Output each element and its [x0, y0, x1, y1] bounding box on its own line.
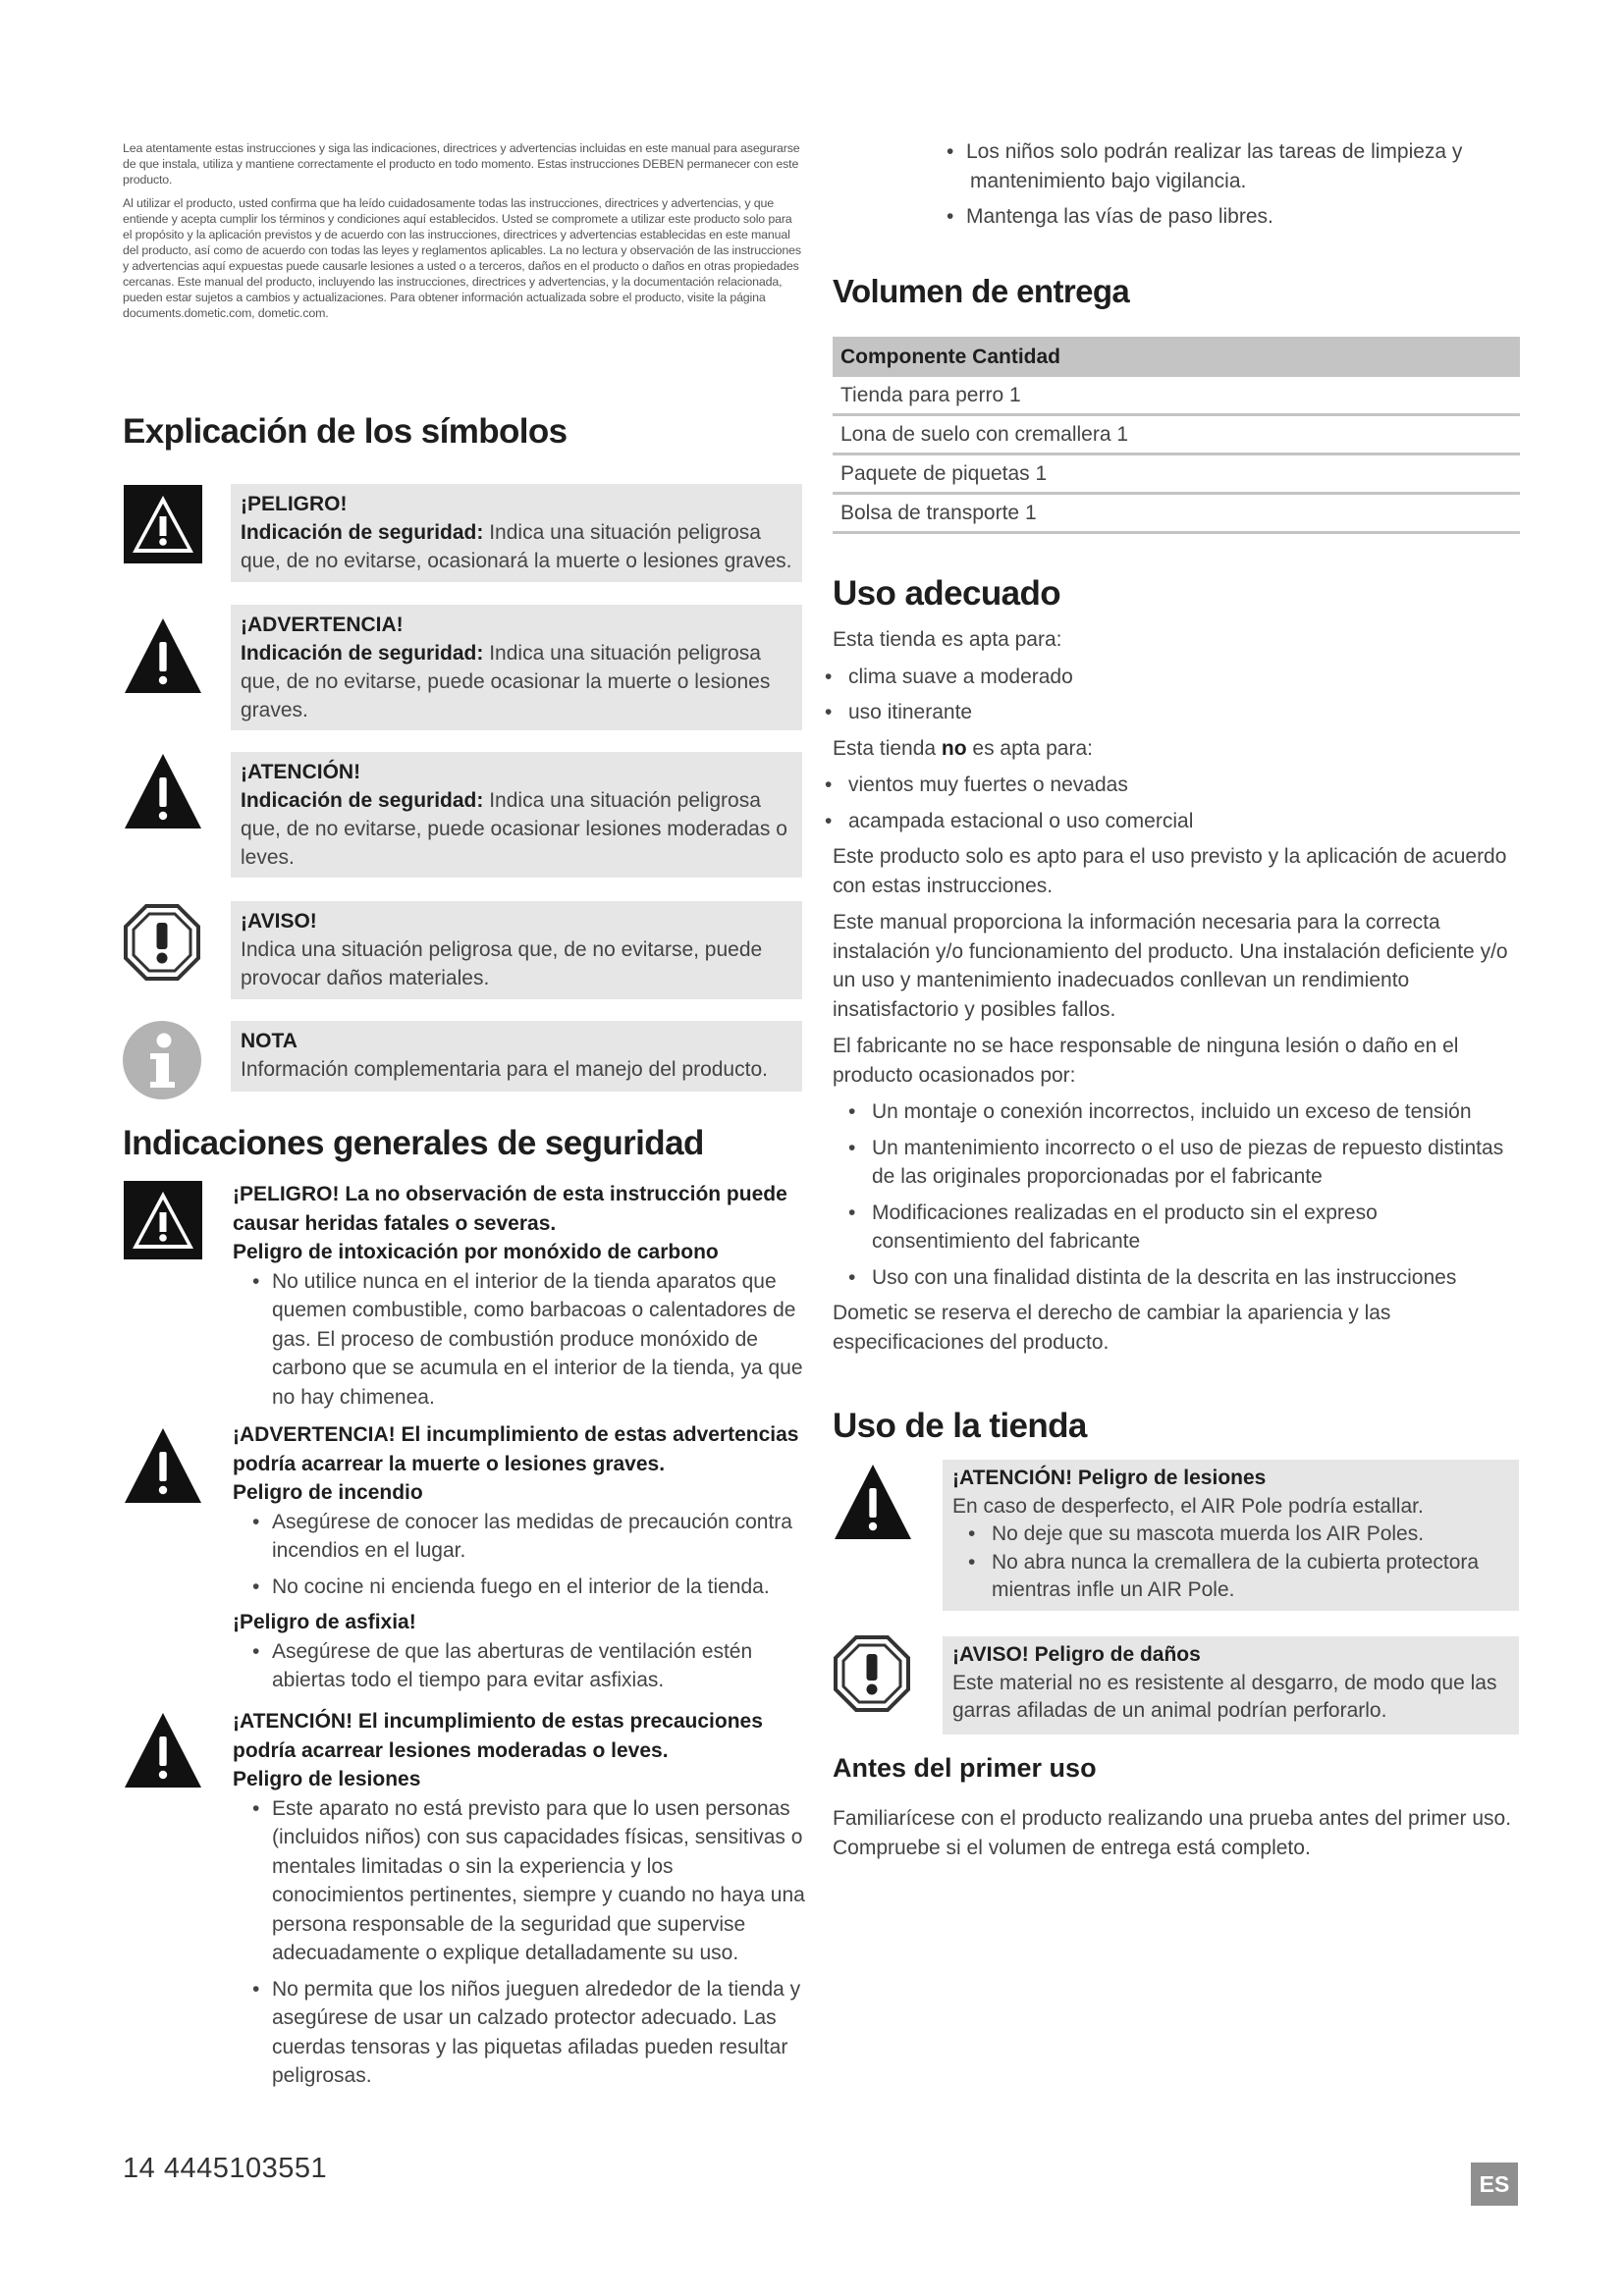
- injury-hazard-subtitle: Peligro de lesiones: [233, 1768, 421, 1790]
- fire-hazard-subtitle: Peligro de incendio: [233, 1481, 423, 1504]
- warning-text: Indica una situación peligrosa que, de no evitarse, puede ocasionar la muerte o lesiones graves.: [241, 642, 771, 721]
- caution-triangle-icon: [833, 1463, 913, 1543]
- note-title: NOTA: [241, 1030, 298, 1052]
- right-top-bullets: [833, 137, 1520, 239]
- list-item: • No deje que su mascota muerda los AIR Poles.: [952, 1521, 1509, 1549]
- caution-lead: Indicación de seguridad:: [241, 789, 484, 812]
- table-row: [833, 415, 1520, 454]
- warning-lead: Indicación de seguridad:: [241, 642, 484, 665]
- table-cell: Paquete de piquetas 1: [833, 454, 1520, 494]
- delivery-table-header: Componente Cantidad: [833, 337, 1520, 377]
- intro-paragraph-2: Al utilizar el producto, usted confirma que ha leído cuidadosamente todas las instrucciones, directrices y advertencias, y que entiende y acepta cumplir los términos y condiciones aquí establecidos. Usted se compromete a utilizar este producto solo para el propósito y la aplicación previstos y de acuerdo con las instrucciones, directrices y advertencias establecidas en este manual del producto, así como de acuerdo con todas las leyes y reglamentos aplicables. La no lectura y observación de las instrucciones y advertencias aquí expuestas puede causarle lesiones a usted o a terceros, daños en el producto o daños en otras propiedades cercanas. Este manual del producto, incluyendo las instrucciones, directrices y advertencias, y la documentación relacionada, pueden estar sujetos a cambios y actualizaciones. Para obtener información actualizada sobre el producto, visite la página documents.dometic.com, dometic.com.: [123, 196, 801, 320]
- notice-title: ¡AVISO!: [241, 910, 317, 933]
- language-badge: ES: [1471, 2163, 1518, 2206]
- safety-heading: Indicaciones generales de seguridad: [123, 1124, 704, 1162]
- list-item: • Un mantenimiento incorrecto o el uso de piezas de repuesto distintas de las originales proporcionadas por el fabricante: [833, 1134, 1520, 1192]
- first-use-text: Familiarícese con el producto realizando una prueba antes del primer uso. Compruebe si el volumen de entrega está completo.: [833, 1807, 1512, 1859]
- tent-notice-title: ¡AVISO! Peligro de daños: [952, 1643, 1201, 1666]
- tent-caution-box: [943, 1460, 1519, 1611]
- intro-text: [123, 140, 803, 329]
- list-item: • Asegúrese de que las aberturas de ventilación estén abiertas todo el tiempo para evitar asfixias.: [233, 1637, 810, 1695]
- symbols-heading: Explicación de los símbolos: [123, 412, 568, 451]
- list-item: • Modificaciones realizadas en el producto sin el expreso consentimiento del fabricante: [833, 1199, 1520, 1256]
- caution-text: Indica una situación peligrosa que, de no evitarse, puede ocasionar lesiones moderadas o leves.: [241, 789, 787, 869]
- list-item: • No permita que los niños jueguen alrededor de la tienda y asegúrese de usar un calzado protector adecuado. Las cuerdas tensoras y las piquetas afiladas pueden resultar peligrosas.: [233, 1975, 810, 2091]
- danger-square-icon: [123, 484, 203, 564]
- danger-square-icon: [123, 1180, 203, 1260]
- danger-block-subtitle: Peligro de intoxicación por monóxido de carbono: [233, 1241, 719, 1263]
- list-item: • No cocine ni encienda fuego en el interior de la tienda.: [233, 1573, 810, 1602]
- notice-octagon-icon: [833, 1634, 911, 1713]
- danger-title: ¡PELIGRO!: [241, 493, 348, 515]
- delivery-table: [833, 337, 1520, 534]
- tent-notice-text: Este material no es resistente al desgarro, de modo que las garras afiladas de un animal podrían perforarlo.: [952, 1671, 1497, 1722]
- warning-block-title: ¡ADVERTENCIA! El incumplimiento de estas advertencias podría acarrear la muerte o lesiones graves.: [233, 1423, 799, 1475]
- not-suitable-post: es apta para:: [966, 736, 1093, 760]
- delivery-heading: Volumen de entrega: [833, 273, 1130, 309]
- not-suitable-pre: Esta tienda: [833, 736, 942, 760]
- list-item: • Asegúrese de conocer las medidas de precaución contra incendios en el lugar.: [233, 1508, 810, 1566]
- asphyxia-subtitle: ¡Peligro de asfixia!: [233, 1611, 416, 1633]
- table-row: [833, 377, 1520, 415]
- info-icon: [123, 1021, 201, 1099]
- notice-text: Indica una situación peligrosa que, de no evitarse, puede provocar daños materiales.: [241, 938, 763, 989]
- list-item: • Este aparato no está previsto para que lo usen personas (incluidos niños) con sus capacidades físicas, sensitivas o mentales limitadas o sin la experiencia y los conocimientos pertinentes, siempre y cuando no haya una persona responsable de la seguridad que supervise adecuadamente o explique detalladamente su uso.: [233, 1794, 810, 1968]
- not-suitable-label: [833, 734, 1520, 764]
- list-item: • vientos muy fuertes o nevadas: [833, 771, 1520, 800]
- list-item: • No utilice nunca en el interior de la tienda aparatos que quemen combustible, como barbacoas o calentadores de gas. El proceso de combustión produce monóxido de carbono que se acumula en el interior de la tienda, ya que no hay chimenea.: [233, 1267, 810, 1413]
- intended-use-paragraph-2: Este manual proporciona la información necesaria para la correcta instalación y/o funcionamiento del producto. Una instalación deficiente y/o un uso y mantenimiento inadecuados conllevan un rendimiento insatisfactorio y posibles fallos.: [833, 911, 1508, 1021]
- list-item: • Los niños solo podrán realizar las tareas de limpieza y mantenimiento bajo vigilancia.: [833, 137, 1520, 195]
- intended-use-paragraph-3: El fabricante no se hace responsable de ninguna lesión o daño en el producto ocasionados por:: [833, 1035, 1459, 1087]
- intended-use-paragraph-4: Dometic se reserva el derecho de cambiar la apariencia y las especificaciones del producto.: [833, 1302, 1391, 1354]
- table-cell: Tienda para perro 1: [833, 377, 1520, 415]
- list-item: • Uso con una finalidad distinta de la descrita en las instrucciones: [833, 1263, 1520, 1293]
- caution-triangle-icon: [123, 1711, 203, 1791]
- list-item: • clima suave a moderado: [833, 663, 1520, 692]
- caution-triangle-icon: [123, 752, 203, 832]
- first-use-heading: Antes del primer uso: [833, 1753, 1097, 1783]
- table-cell: Lona de suelo con cremallera 1: [833, 415, 1520, 454]
- caution-block-title: ¡ATENCIÓN! El incumplimiento de estas precauciones podría acarrear lesiones moderadas o leves.: [233, 1710, 763, 1762]
- tent-notice-box: [943, 1636, 1519, 1735]
- page-number: 14 4445103551: [123, 2153, 328, 2184]
- not-suitable-bold: no: [941, 736, 967, 760]
- caution-title: ¡ATENCIÓN!: [241, 761, 361, 783]
- list-item: • No abra nunca la cremallera de la cubierta protectora mientras infle un AIR Pole.: [952, 1549, 1509, 1605]
- intended-use-body: [833, 625, 1520, 1364]
- suitable-label: Esta tienda es apta para:: [833, 628, 1062, 651]
- intro-paragraph-1: Lea atentamente estas instrucciones y siga las indicaciones, directrices y advertencias incluidas en este manual para asegurarse de que instala, utiliza y mantiene correctamente el producto en todo momento. Estas instrucciones DEBEN permanecer con este producto.: [123, 141, 800, 187]
- notice-octagon-icon: [123, 903, 201, 982]
- list-item: • Mantenga las vías de paso libres.: [833, 202, 1520, 232]
- table-row: [833, 494, 1520, 533]
- danger-block-title: ¡PELIGRO! La no observación de esta instrucción puede causar heridas fatales o severas.: [233, 1183, 787, 1235]
- intended-use-heading: Uso adecuado: [833, 574, 1061, 613]
- tent-use-heading: Uso de la tienda: [833, 1407, 1087, 1445]
- warning-title: ¡ADVERTENCIA!: [241, 614, 404, 636]
- danger-lead: Indicación de seguridad:: [241, 521, 484, 544]
- tent-caution-text: En caso de desperfecto, el AIR Pole podría estallar.: [952, 1494, 1424, 1518]
- table-cell: Bolsa de transporte 1: [833, 494, 1520, 533]
- list-item: • acampada estacional o uso comercial: [833, 807, 1520, 836]
- tent-caution-title: ¡ATENCIÓN! Peligro de lesiones: [952, 1467, 1267, 1489]
- note-text: Información complementaria para el manejo del producto.: [241, 1058, 768, 1081]
- list-item: • uso itinerante: [833, 698, 1520, 727]
- table-row: [833, 454, 1520, 494]
- warning-triangle-icon: [123, 1426, 203, 1507]
- warning-triangle-icon: [123, 616, 203, 697]
- list-item: • Un montaje o conexión incorrectos, incluido un exceso de tensión: [833, 1097, 1520, 1127]
- danger-text: Indica una situación peligrosa que, de no evitarse, ocasionará la muerte o lesiones graves.: [241, 521, 792, 572]
- intended-use-paragraph-1: Este producto solo es apto para el uso previsto y la aplicación de acuerdo con estas instrucciones.: [833, 845, 1507, 897]
